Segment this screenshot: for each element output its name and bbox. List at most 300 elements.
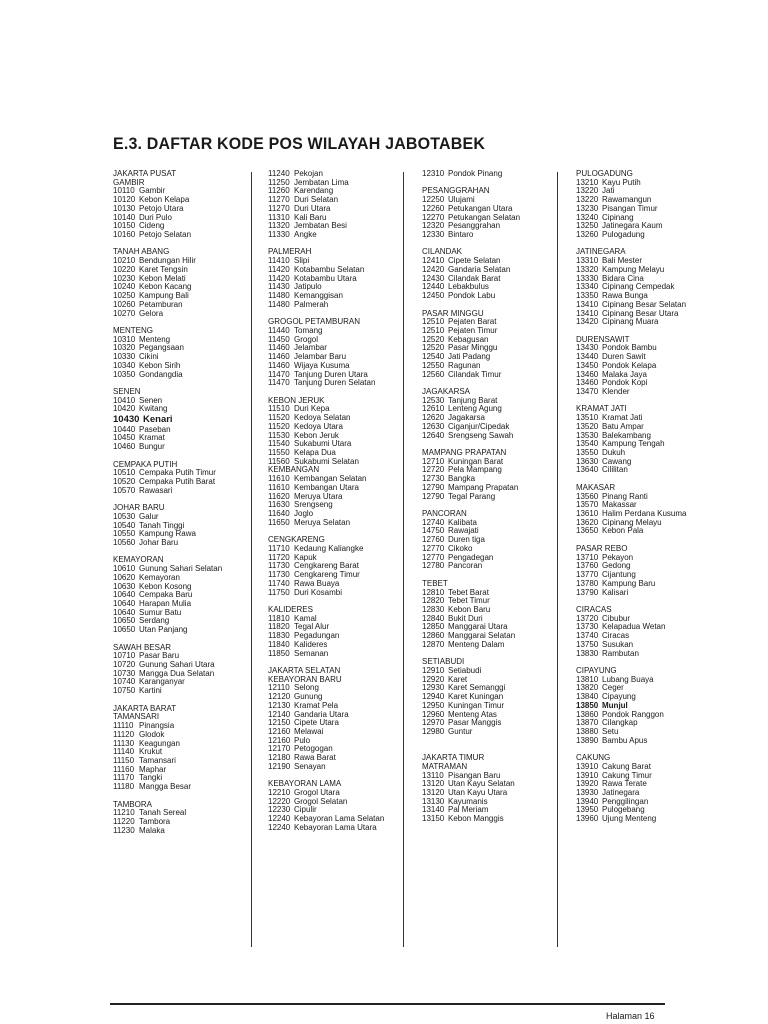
area-name: Kebon Baru	[448, 604, 491, 614]
area-name: Kemanggisan	[294, 291, 343, 301]
area-name: Guntur	[448, 727, 473, 736]
area-name: Pela Mampang	[448, 465, 502, 475]
area-name: Kamal	[294, 613, 317, 623]
area-name: Kebon Jeruk	[294, 430, 339, 440]
area-name: Jembatan Lima	[294, 177, 349, 187]
area-name: Setiabudi	[448, 665, 482, 675]
area-name: Ujung Menteng	[602, 814, 657, 824]
postal-code: 10440	[113, 424, 136, 434]
area-name: Menteng Dalam	[448, 639, 505, 649]
district-heading: GAMBIR	[113, 177, 145, 187]
postal-code: 12790	[422, 482, 445, 492]
district-heading: PASAR REBO	[576, 543, 628, 553]
area-name: Srengseng	[294, 500, 333, 510]
area-name: Kampung Baru	[602, 578, 656, 588]
area-name: Glodok	[139, 729, 165, 739]
postal-code: 11140	[113, 747, 135, 757]
postal-code: 10630	[113, 581, 136, 591]
postal-code: 13150	[422, 814, 445, 824]
postal-code: 13410	[576, 308, 599, 318]
district-heading: JOHAR BARU	[113, 503, 165, 513]
postal-code: 11170	[113, 773, 135, 783]
area-name: Rawamangun	[602, 195, 652, 205]
area-name: Karanganyar	[139, 677, 185, 687]
area-name: Jatipulo	[294, 282, 322, 292]
postal-code: 10220	[113, 264, 136, 274]
postal-code: 10270	[113, 308, 136, 318]
district-heading: KEBON JERUK	[268, 395, 325, 405]
area-name: Harapan Mulia	[139, 599, 192, 608]
area-name: Pancoran	[448, 561, 483, 571]
area-name: Gunung	[294, 692, 323, 702]
area-name: Pejaten Barat	[448, 317, 497, 327]
area-name: Senayan	[294, 761, 326, 771]
area-name: Sukabumi Utara	[294, 439, 352, 449]
postal-code: 13450	[576, 360, 599, 370]
postal-entry	[576, 388, 718, 397]
area-name: Cilandak Timur	[448, 369, 502, 379]
area-name: Kapuk	[294, 552, 317, 562]
postal-code: 13420	[576, 317, 599, 327]
area-name: Kalibata	[448, 517, 477, 527]
postal-code: 11320	[268, 221, 290, 231]
area-name: Kebon Kosong	[139, 581, 192, 591]
postal-entry	[576, 231, 718, 240]
area-name: Kalisari	[602, 587, 629, 597]
postal-code: 10120	[113, 195, 136, 205]
area-name: Tanah Sereal	[139, 808, 187, 818]
area-name: Kebon Pala	[602, 526, 644, 536]
postal-code: 10620	[113, 572, 136, 582]
postal-entry	[268, 301, 410, 310]
postal-code: 12730	[422, 474, 445, 484]
postal-code: 13110	[422, 770, 444, 780]
postal-code: 11840	[268, 639, 290, 649]
area-name: Pisangan Baru	[448, 770, 501, 780]
area-name: Dukuh	[602, 448, 626, 457]
area-name: Petamburan	[139, 299, 183, 309]
postal-code: 12310	[422, 169, 445, 178]
postal-code: 11420	[268, 273, 290, 283]
postal-code: 11180	[113, 782, 135, 792]
postal-code: 12420	[422, 264, 445, 274]
postal-code: 10320	[113, 343, 136, 353]
area-name: Gandaria Utara	[294, 709, 349, 719]
postal-code: 12810	[422, 587, 445, 597]
postal-code: 11220	[113, 816, 135, 826]
area-name: Pondok Kopi	[602, 378, 648, 388]
district-heading: SETIABUDI	[422, 657, 465, 667]
area-name: Palmerah	[294, 299, 329, 309]
postal-code: 11640	[268, 509, 290, 519]
postal-code: 12520	[422, 343, 445, 353]
postal-code: 11470	[268, 369, 290, 379]
area-name: Petojo Utara	[139, 203, 184, 213]
postal-entry	[268, 231, 410, 240]
area-name: Susukan	[602, 639, 634, 649]
district-heading: MENTENG	[113, 325, 153, 335]
postal-code: 12780	[422, 561, 445, 571]
postal-code: 12110	[268, 683, 290, 693]
area-name: Manggarai Utara	[448, 622, 508, 632]
postal-code: 12620	[422, 413, 445, 423]
postal-code: 11150	[113, 755, 135, 765]
postal-code: 12140	[268, 709, 291, 719]
postal-code: 11480	[268, 291, 290, 301]
postal-code: 13810	[576, 674, 599, 684]
area-name: Pinang Ranti	[602, 491, 648, 501]
area-name: Gambir	[139, 186, 166, 196]
postal-entry	[576, 466, 718, 475]
area-name: Manggarai Selatan	[448, 631, 516, 641]
district-heading: JAKARTA PUSAT	[113, 169, 177, 178]
area-name: Kebon Kelapa	[139, 195, 190, 205]
area-name: Kartini	[139, 686, 162, 696]
postal-code: 12160	[268, 727, 291, 736]
area-name: Jembatan Besi	[294, 221, 347, 231]
postal-code: 10640	[113, 590, 136, 600]
area-name: Tanjung Barat	[448, 395, 498, 405]
postal-entry	[422, 562, 564, 571]
postal-code: 11460	[268, 343, 290, 353]
postal-code: 13750	[576, 639, 599, 649]
postal-code: 13310	[576, 256, 599, 266]
postal-code: 11550	[268, 448, 290, 457]
area-name: Bukit Duri	[448, 613, 483, 623]
postal-entry	[113, 783, 255, 792]
area-name: Kalideres	[294, 639, 328, 649]
area-name: Karet Tengsin	[139, 264, 188, 274]
area-name: Jelambar Baru	[294, 352, 347, 362]
district-heading: PULOGADUNG	[576, 169, 633, 178]
postal-entry	[113, 231, 255, 240]
area-name: Cipayung	[602, 692, 636, 702]
area-name: Cakung Timur	[602, 770, 652, 780]
postal-code: 13220	[576, 195, 599, 205]
area-name: Jagakarsa	[448, 413, 485, 423]
area-name: Duren Sawit	[602, 352, 646, 362]
area-name: Srengseng Sawah	[448, 430, 514, 440]
district-heading: CEMPAKA PUTIH	[113, 459, 178, 469]
postal-code: 10520	[113, 476, 136, 486]
postal-entry	[113, 539, 255, 548]
postal-code: 10540	[113, 520, 136, 530]
area-name: Kenari	[143, 414, 173, 426]
postal-code: 11830	[268, 631, 290, 641]
postal-code: 11510	[268, 404, 290, 414]
page-title: E.3. DAFTAR KODE POS WILAYAH JABOTABEK	[113, 134, 486, 153]
area-name: Pal Meriam	[448, 805, 489, 815]
postal-entry	[422, 231, 564, 240]
area-name: Pasar Manggis	[448, 718, 502, 728]
area-name: Halim Perdana Kusuma	[602, 509, 687, 519]
area-name: Keagungan	[139, 738, 180, 748]
postal-code: 12430	[422, 273, 445, 283]
postal-code: 11330	[268, 230, 290, 240]
area-name: Ciganjur/Cipedak	[448, 421, 510, 431]
postal-entry	[113, 687, 255, 696]
postal-code: 11470	[268, 378, 290, 388]
area-name: Cipinang Melayu	[602, 517, 662, 527]
postal-code: 10570	[113, 485, 136, 495]
postal-entry	[113, 310, 255, 319]
area-name: Cikoko	[448, 543, 473, 553]
area-name: Pesanggrahan	[448, 221, 501, 231]
area-name: Kelapa Dua	[294, 448, 336, 457]
area-name: Cakung Barat	[602, 761, 651, 771]
postal-code: 11460	[268, 360, 290, 370]
area-name: Ragunan	[448, 360, 481, 370]
postal-code: 10430	[113, 414, 140, 426]
area-name: Pulogadung	[602, 230, 645, 240]
postal-code: 14750	[422, 526, 445, 536]
area-name: Tebet Barat	[448, 587, 489, 597]
area-name: Kampung Bali	[139, 291, 189, 301]
district-heading: KEBAYORAN LAMA	[268, 779, 342, 789]
postal-code: 13730	[576, 622, 599, 632]
area-name: Cikini	[139, 352, 159, 362]
area-name: Jati Padang	[448, 352, 491, 362]
postal-code: 13140	[422, 805, 445, 815]
postal-code: 10720	[113, 660, 136, 670]
postal-code: 10710	[113, 651, 136, 661]
district-heading: MAMPANG PRAPATAN	[422, 448, 507, 457]
postal-code: 12840	[422, 613, 445, 623]
postal-entry	[422, 170, 564, 179]
postal-code: 12630	[422, 421, 445, 431]
postal-code: 13210	[576, 177, 599, 187]
postal-code: 11560	[268, 456, 290, 466]
area-name: Kotabambu Utara	[294, 273, 357, 283]
area-name: Grogol Utara	[294, 788, 340, 798]
postal-entry	[422, 815, 564, 824]
area-name: Pondok Ranggon	[602, 709, 664, 719]
postal-code: 13220	[576, 186, 599, 196]
postal-code: 12330	[422, 230, 445, 240]
area-name: Kebon Melati	[139, 273, 186, 283]
area-name: Karet Kuningan	[448, 692, 504, 702]
postal-code: 11650	[268, 517, 290, 527]
area-name: Ciracas	[602, 631, 630, 641]
area-name: Cijantung	[602, 570, 636, 580]
area-name: Utan Kayu Utara	[448, 788, 508, 798]
postal-code: 12260	[422, 203, 445, 213]
postal-code: 10750	[113, 686, 136, 696]
area-name: Pengadegan	[448, 552, 494, 562]
area-name: Kembangan Selatan	[294, 474, 367, 484]
area-name: Kembangan Utara	[294, 482, 359, 492]
area-name: Tomang	[294, 325, 323, 335]
postal-entry	[422, 292, 564, 301]
area-name: Cipinang Besar Utara	[602, 308, 679, 318]
area-name: Karet Semanggi	[448, 683, 506, 693]
area-name: Wijaya Kusuma	[294, 360, 350, 370]
area-name: Mampang Prapatan	[448, 482, 519, 492]
area-name: Lubang Buaya	[602, 674, 654, 684]
area-name: Bambu Apus	[602, 735, 648, 745]
area-name: Kedaung Kaliangke	[294, 543, 364, 553]
area-name: Cipinang Cempedak	[602, 282, 675, 292]
area-name: Kayu Putih	[602, 177, 641, 187]
postal-code: 13780	[576, 578, 599, 588]
postal-code: 12560	[422, 369, 445, 379]
postal-entry	[113, 748, 255, 757]
postal-code: 11740	[268, 578, 290, 588]
district-heading: KEBAYORAN BARU	[268, 674, 342, 684]
area-name: Rambutan	[602, 648, 639, 658]
postal-code: 12720	[422, 465, 445, 475]
postal-code: 12770	[422, 552, 445, 562]
postal-code: 10730	[113, 668, 136, 678]
postal-code: 11530	[268, 430, 290, 440]
district-heading: TEBET	[422, 578, 448, 588]
area-name: Meruya Selatan	[294, 517, 351, 527]
area-name: Maphar	[139, 764, 167, 774]
district-heading: PESANGGRAHAN	[422, 186, 490, 196]
area-name: Tanah Tinggi	[139, 520, 185, 530]
area-name: Petukangan Utara	[448, 203, 513, 213]
area-name: Pasar Minggu	[448, 343, 498, 353]
postal-code: 12230	[268, 805, 291, 815]
postal-code: 13460	[576, 378, 599, 388]
area-name: Tanjung Duren Selatan	[294, 378, 376, 388]
postal-code: 12150	[268, 718, 291, 728]
area-name: Tambora	[139, 816, 171, 826]
postal-code: 13650	[576, 526, 599, 536]
postal-entry	[113, 371, 255, 380]
area-name: Pondok Pinang	[448, 169, 503, 178]
area-name: Mangga Dua Selatan	[139, 668, 215, 678]
postal-code: 11480	[268, 299, 290, 309]
area-name: Galur	[139, 511, 159, 521]
postal-code: 12180	[268, 753, 291, 763]
postal-code: 13340	[576, 282, 599, 292]
postal-code: 13630	[576, 456, 599, 466]
postal-code: 11720	[268, 552, 290, 562]
postal-code: 10110	[113, 186, 135, 196]
area-name: Cengkareng Barat	[294, 561, 359, 571]
area-name: Bangka	[448, 474, 476, 484]
district-heading: KEMBANGAN	[268, 465, 320, 475]
area-name: Malaka Jaya	[602, 369, 647, 379]
area-name: Duri Kosambi	[294, 587, 343, 597]
postal-entry	[576, 650, 718, 659]
area-name: Jati	[602, 186, 615, 196]
postal-code: 10260	[113, 299, 136, 309]
area-name: Cilandak Barat	[448, 273, 501, 283]
area-name: Pegadungan	[294, 631, 340, 641]
district-heading: SAWAH BESAR	[113, 642, 172, 652]
postal-code: 13460	[576, 369, 599, 379]
postal-code: 12410	[422, 256, 445, 266]
postal-code-column-2	[268, 170, 410, 833]
postal-code: 12190	[268, 761, 291, 771]
postal-code: 11130	[113, 738, 135, 748]
postal-code: 13840	[576, 692, 599, 702]
district-heading: CIPAYUNG	[576, 665, 617, 675]
postal-code: 13890	[576, 735, 599, 745]
area-name: Sumur Batu	[139, 607, 182, 617]
district-heading: MAKASAR	[576, 482, 616, 492]
area-name: Kuningan Timur	[448, 700, 505, 710]
postal-code: 10210	[113, 256, 136, 266]
district-heading: CENGKARENG	[268, 535, 325, 545]
postal-code: 13620	[576, 517, 599, 527]
postal-code: 10160	[113, 230, 136, 240]
area-name: Duri Selatan	[294, 195, 339, 205]
postal-code: 10150	[113, 221, 136, 231]
area-name: Penggilingan	[602, 796, 649, 806]
postal-code: 13250	[576, 221, 599, 231]
postal-code: 10460	[113, 442, 136, 452]
area-name: Pondok Bambu	[602, 343, 657, 353]
area-name: Pinangsia	[139, 721, 175, 731]
postal-code: 11240	[268, 169, 290, 178]
postal-code: 13860	[576, 709, 599, 719]
postal-code: 11230	[113, 825, 135, 835]
postal-code: 12860	[422, 631, 445, 641]
area-name: Slipi	[294, 256, 310, 266]
area-name: Setu	[602, 727, 619, 736]
postal-code: 11730	[268, 561, 290, 571]
area-name: Cipinang	[602, 212, 634, 222]
postal-code: 12240	[268, 814, 291, 824]
postal-code: 12510	[422, 317, 445, 327]
postal-code: 13440	[576, 352, 599, 362]
area-name: Kebayoran Lama Utara	[294, 822, 377, 832]
area-name: Cilangkap	[602, 718, 638, 728]
postal-code: 13410	[576, 299, 599, 309]
postal-code: 11250	[268, 177, 290, 187]
postal-code: 11630	[268, 500, 290, 510]
area-name: Petukangan Selatan	[448, 212, 521, 222]
postal-code: 11610	[268, 482, 290, 492]
postal-code: 12440	[422, 282, 445, 292]
area-name: Kedoya Selatan	[294, 413, 351, 423]
postal-code: 13230	[576, 203, 599, 213]
district-heading: KALIDERES	[268, 604, 313, 614]
area-name: Makassar	[602, 500, 637, 510]
area-name: Menteng Atas	[448, 709, 497, 719]
area-name: Rawa Bunga	[602, 291, 648, 301]
postal-code: 13260	[576, 230, 599, 240]
district-heading: PANCORAN	[422, 509, 467, 519]
area-name: Cililitan	[602, 465, 628, 475]
postal-code: 13610	[576, 509, 599, 519]
area-name: Jelambar	[294, 343, 327, 353]
postal-entry	[576, 589, 718, 598]
postal-code: 11710	[268, 543, 290, 553]
area-name: Karendang	[294, 186, 334, 196]
district-heading: KRAMAT JATI	[576, 404, 627, 414]
postal-code: 13530	[576, 430, 599, 440]
footer-rule	[110, 1003, 665, 1005]
spacer	[422, 737, 564, 746]
area-name: Senen	[139, 395, 163, 405]
postal-code: 12610	[422, 404, 445, 414]
area-name: Duri Kepa	[294, 404, 330, 414]
district-heading: PASAR MINGGU	[422, 308, 484, 318]
area-name: Pondok Labu	[448, 291, 496, 301]
area-name: Kemayoran	[139, 572, 180, 582]
postal-code: 12790	[422, 491, 445, 501]
postal-code: 12320	[422, 221, 445, 231]
district-heading: SENEN	[113, 386, 141, 396]
area-name: Rawa Buaya	[294, 578, 340, 588]
area-name: Pulogebang	[602, 805, 645, 815]
area-name: Petogogan	[294, 744, 333, 754]
area-name: Cipete Selatan	[448, 256, 501, 266]
